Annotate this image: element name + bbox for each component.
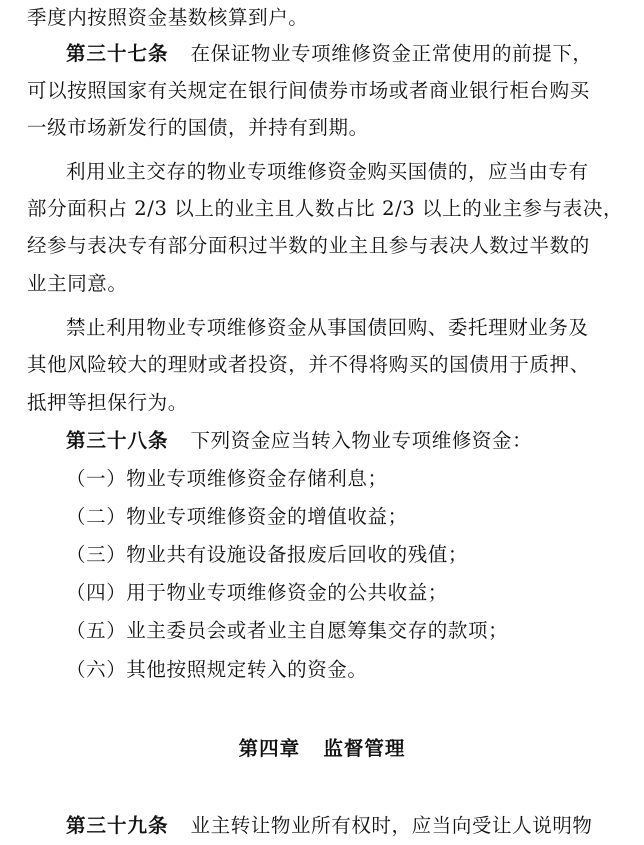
text-line: 一级市场新发行的国债，并持有到期。: [27, 116, 369, 139]
text-line: 经参与表决专有部分面积过半数的业主且参与表决人数过半数的: [27, 234, 590, 257]
list-item: （六）其他按照规定转入的资金。: [66, 658, 368, 681]
text-line: 利用业主交存的物业专项维修资金购买国债的，应当由专有: [66, 160, 589, 183]
text-line: 其他风险较大的理财或者投资，并不得将购买的国债用于质押、: [27, 353, 590, 376]
article-39-text: 业主转让物业所有权时，应当向受让人说明物: [190, 814, 593, 837]
article-37-text: 在保证物业专项维修资金正常使用的前提下，: [190, 42, 593, 65]
text-line: 部分面积占 2/3 以上的业主且人数占比 2/3 以上的业主参与表决，: [27, 197, 624, 220]
list-item: （五）业主委员会或者业主自愿筹集交存的款项；: [66, 619, 509, 642]
text-line: 季度内按照资金基数核算到户。: [27, 6, 309, 29]
article-39-line: [66, 814, 617, 838]
text-line: 禁止利用物业专项维修资金从事国债回购、委托理财业务及: [66, 316, 589, 339]
list-item: （一）物业专项维修资金存储利息；: [66, 467, 388, 490]
chapter-heading: 第四章 监督管理: [238, 737, 406, 760]
list-item: （二）物业专项维修资金的增值收益；: [66, 505, 408, 528]
article-38-text: 下列资金应当转入物业专项维修资金：: [190, 429, 533, 452]
article-38-number: 第三十八条: [66, 429, 169, 452]
article-37-number: 第三十七条: [66, 42, 169, 65]
list-item: （三）物业共有设施设备报废后回收的残值；: [66, 543, 469, 566]
article-38-line: [66, 429, 617, 453]
list-item: （四）用于物业专项维修资金的公共收益；: [66, 581, 448, 604]
article-39-number: 第三十九条: [66, 814, 169, 837]
text-line: 抵押等担保行为。: [27, 391, 188, 414]
article-37-line: [66, 42, 617, 66]
text-line: 可以按照国家有关规定在银行间债券市场或者商业银行柜台购买: [27, 79, 590, 102]
text-line: 业主同意。: [27, 272, 128, 295]
